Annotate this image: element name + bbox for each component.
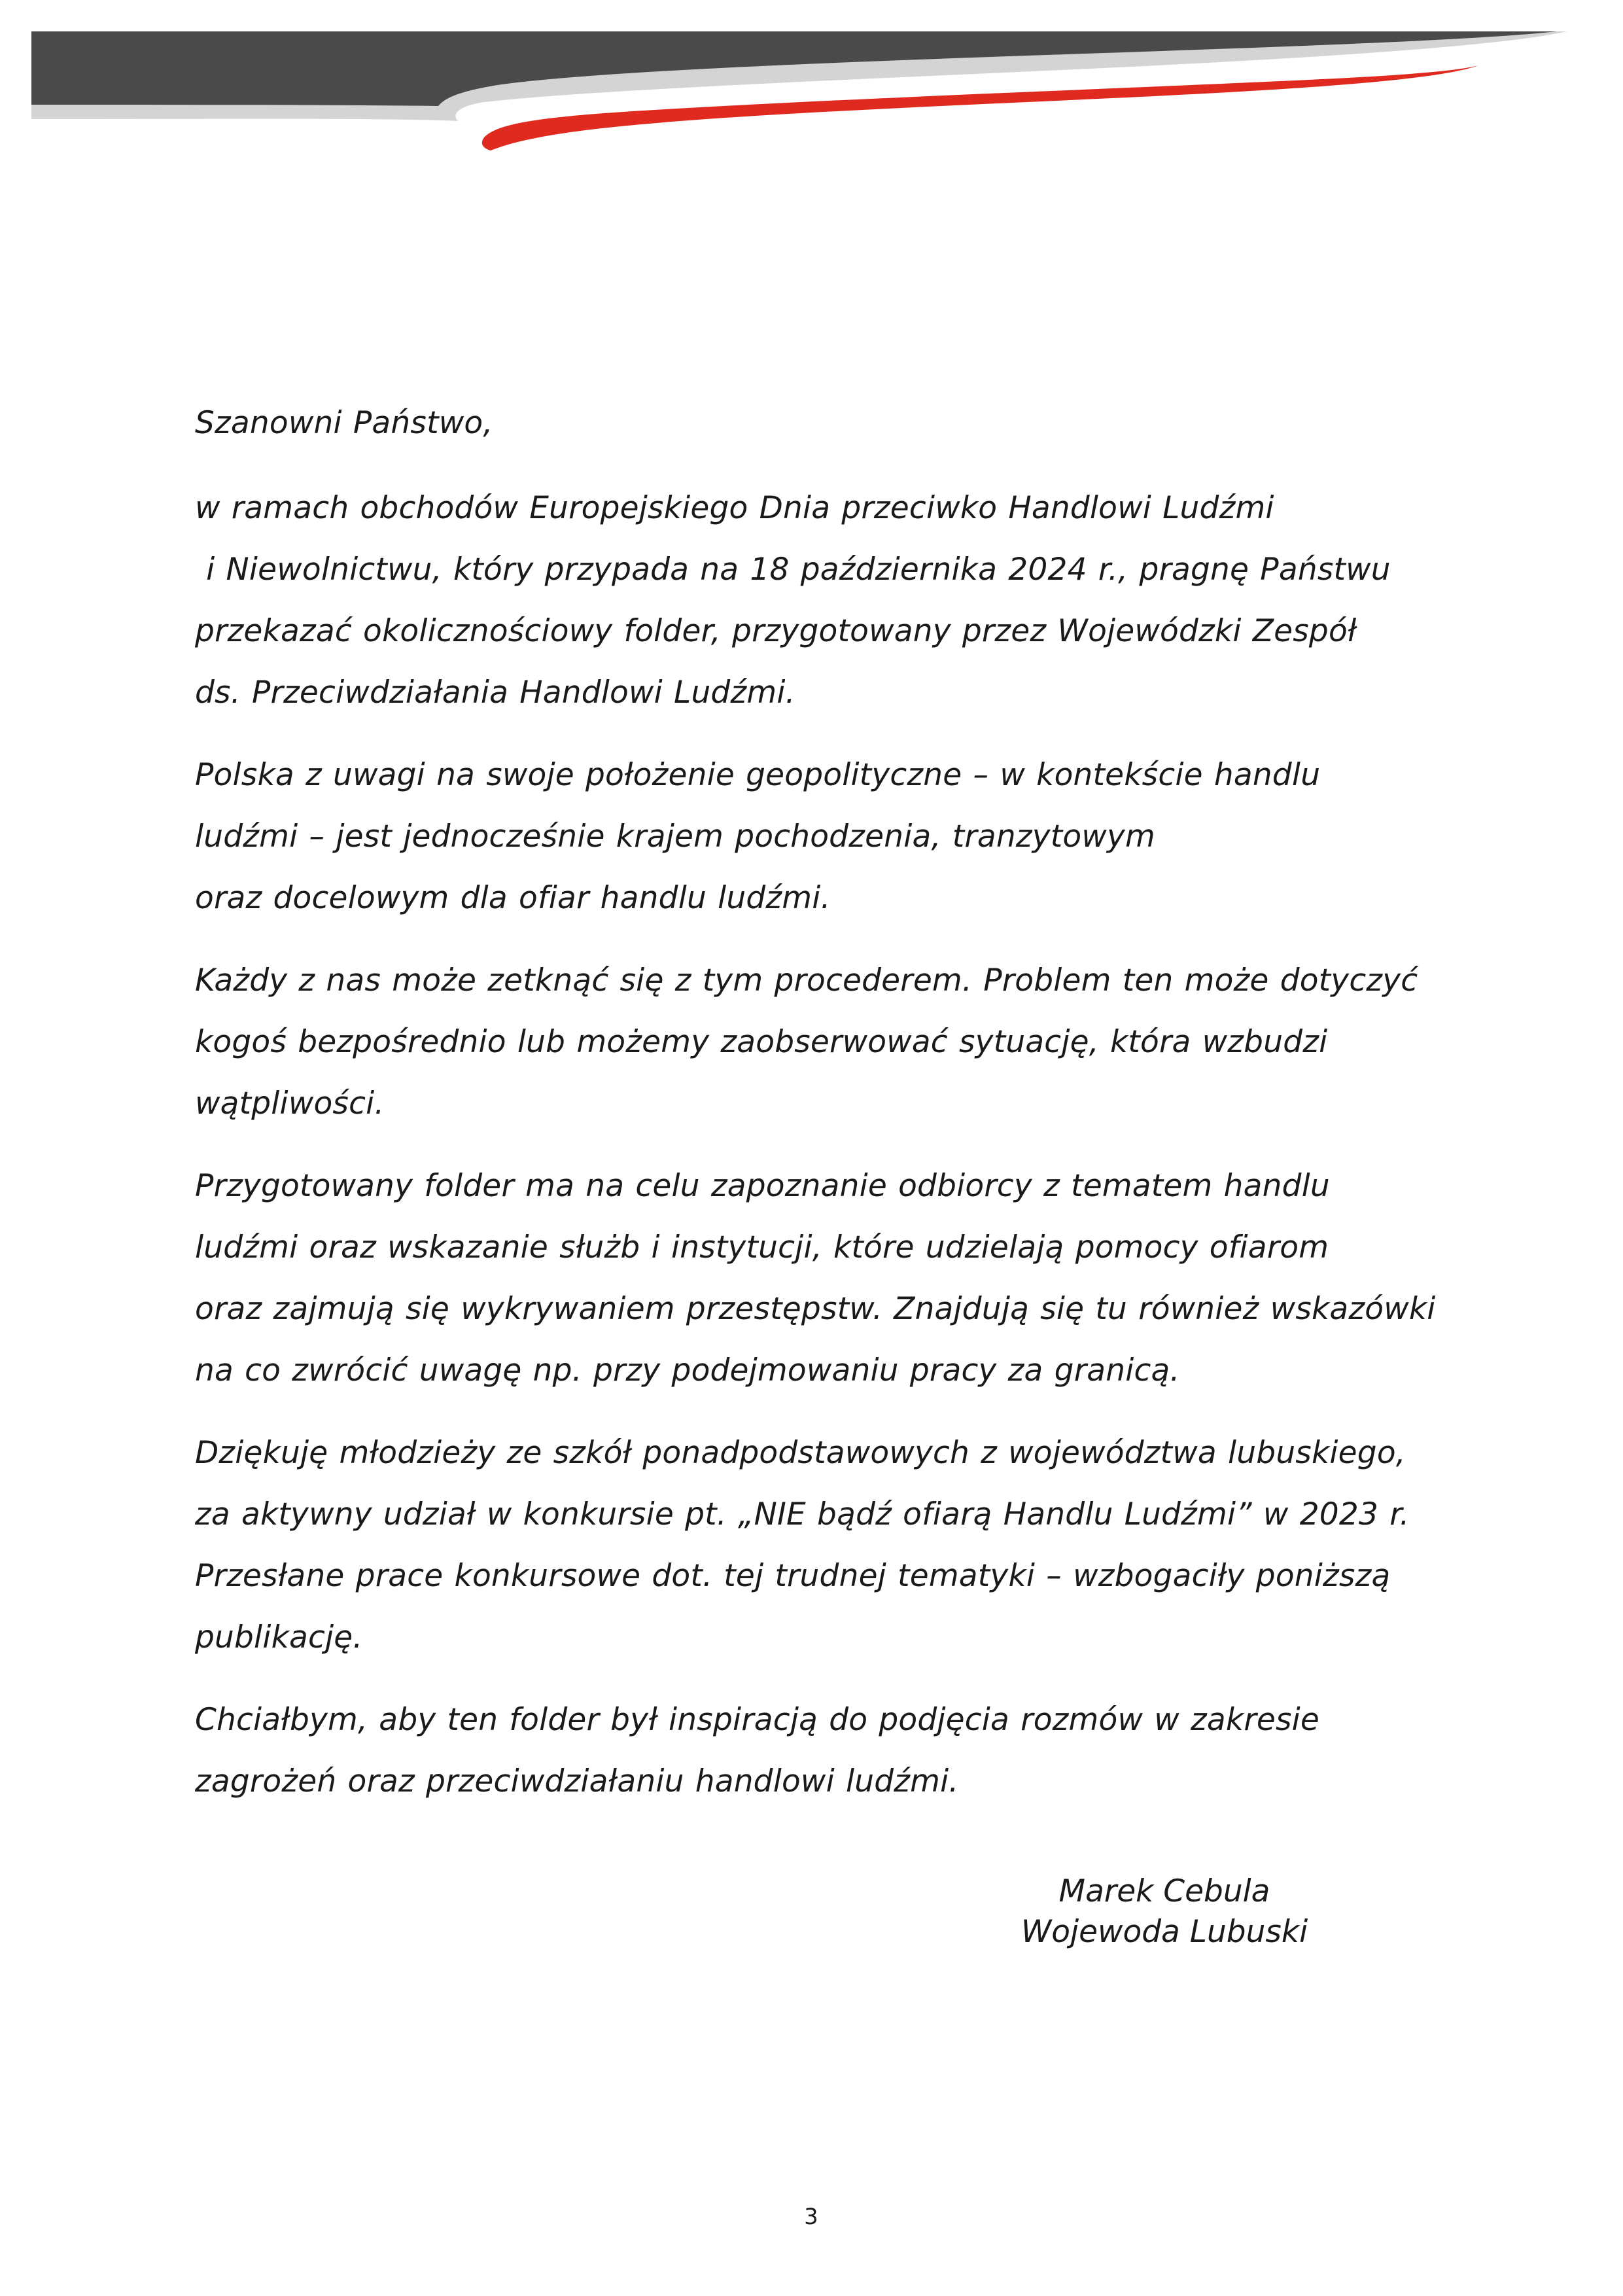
text-line: zagrożeń oraz przeciwdziałaniu handlowi ludźmi. bbox=[195, 1763, 959, 1799]
text-line: ds. Przeciwdziałania Handlowi Ludźmi. bbox=[195, 675, 795, 711]
text-line: ludźmi oraz wskazanie służb i instytucji, które udzielają pomocy ofiarom bbox=[195, 1229, 1329, 1265]
text-line: przekazać okolicznościowy folder, przygotowany przez Wojewódzki Zespół bbox=[195, 613, 1357, 649]
text-line: kogoś bezpośrednio lub możemy zaobserwować sytuację, która wzbudzi bbox=[195, 1024, 1328, 1060]
text-line: publikację. bbox=[195, 1619, 363, 1655]
text-line: Przygotowany folder ma na celu zapoznanie odbiorcy z tematem handlu bbox=[195, 1168, 1330, 1204]
text-line: Polska z uwagi na swoje położenie geopolityczne – w kontekście handlu bbox=[195, 757, 1321, 793]
paragraph-closing-wish bbox=[195, 1689, 1438, 1812]
paragraph-thanks-youth bbox=[195, 1422, 1438, 1669]
text-line: ludźmi – jest jednocześnie krajem pochodzenia, tranzytowym bbox=[195, 819, 1155, 855]
paragraph-observance bbox=[195, 478, 1438, 724]
text-line: oraz zajmują się wykrywaniem przestępstw. Znajdują się tu również wskazówki bbox=[195, 1291, 1436, 1327]
text-line: Każdy z nas może zetknąć się z tym procederem. Problem ten może dotyczyć bbox=[195, 963, 1418, 998]
text-line: Przesłane prace konkursowe dot. tej trudnej tematyki – wzbogaciły poniższą bbox=[195, 1558, 1391, 1594]
letter-body bbox=[195, 393, 1438, 1833]
text-line: i Niewolnictwu, który przypada na 18 października 2024 r., pragnę Państwu bbox=[195, 552, 1391, 588]
text-line: Dziękuję młodzieży ze szkół ponadpodstawowych z województwa lubuskiego, bbox=[195, 1435, 1406, 1471]
signatory-name: Marek Cebula bbox=[1058, 1873, 1270, 1909]
text-line: w ramach obchodów Europejskiego Dnia przeciwko Handlowi Ludźmi bbox=[195, 490, 1274, 526]
text-line: Chciałbym, aby ten folder był inspiracją do podjęcia rozmów w zakresie bbox=[195, 1702, 1320, 1738]
paragraph-anyone-affected bbox=[195, 950, 1438, 1135]
text-line: za aktywny udział w konkursie pt. „NIE bądź ofiarą Handlu Ludźmi” w 2023 r. bbox=[195, 1496, 1410, 1532]
signature-block bbox=[968, 1871, 1361, 1952]
salutation: Szanowni Państwo, bbox=[195, 405, 493, 441]
signatory-title: Wojewoda Lubuski bbox=[1021, 1914, 1308, 1950]
text-line: oraz docelowym dla ofiar handlu ludźmi. bbox=[195, 880, 831, 916]
text-line: wątpliwości. bbox=[195, 1086, 385, 1122]
header-banner bbox=[0, 0, 1623, 170]
page-number: 3 bbox=[804, 2204, 818, 2230]
text-line: na co zwrócić uwagę np. przy podejmowaniu pracy za granicą. bbox=[195, 1352, 1180, 1388]
paragraph-poland-geopolitics bbox=[195, 745, 1438, 929]
paragraph-folder-purpose bbox=[195, 1156, 1438, 1402]
